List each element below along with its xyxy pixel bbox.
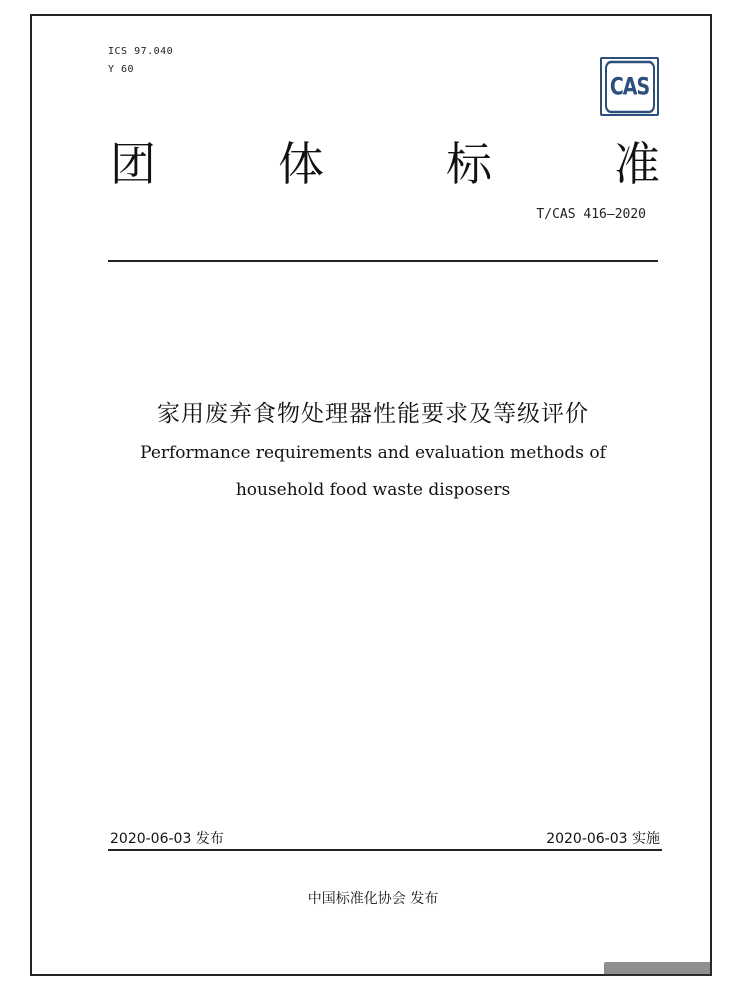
title-char: 准: [614, 137, 660, 191]
classification-code: Y 60: [108, 64, 135, 75]
issue-date: 2020-06-03 发布: [110, 831, 224, 847]
publisher: 中国标准化协会 发布: [307, 891, 439, 907]
title-char: 标: [446, 137, 492, 191]
watermark: [604, 962, 712, 976]
bottom-divider: [108, 849, 662, 851]
title-char: 体: [278, 137, 324, 191]
cas-logo: [600, 57, 659, 116]
group-standard-title: [110, 134, 660, 194]
cas-logo-text: CAS: [605, 60, 655, 113]
english-title-line-2: household food waste disposers: [235, 480, 511, 500]
implementation-date: 2020-06-03 实施: [546, 831, 660, 847]
english-title-line-1: Performance requirements and evaluation methods of: [140, 443, 606, 463]
title-char: 团: [110, 137, 156, 191]
ics-code: ICS 97.040: [108, 46, 174, 57]
chinese-title: 家用废弃食物处理器性能要求及等级评价: [157, 401, 589, 427]
top-divider: [108, 260, 658, 262]
standard-number: T/CAS 416—2020: [536, 207, 646, 222]
